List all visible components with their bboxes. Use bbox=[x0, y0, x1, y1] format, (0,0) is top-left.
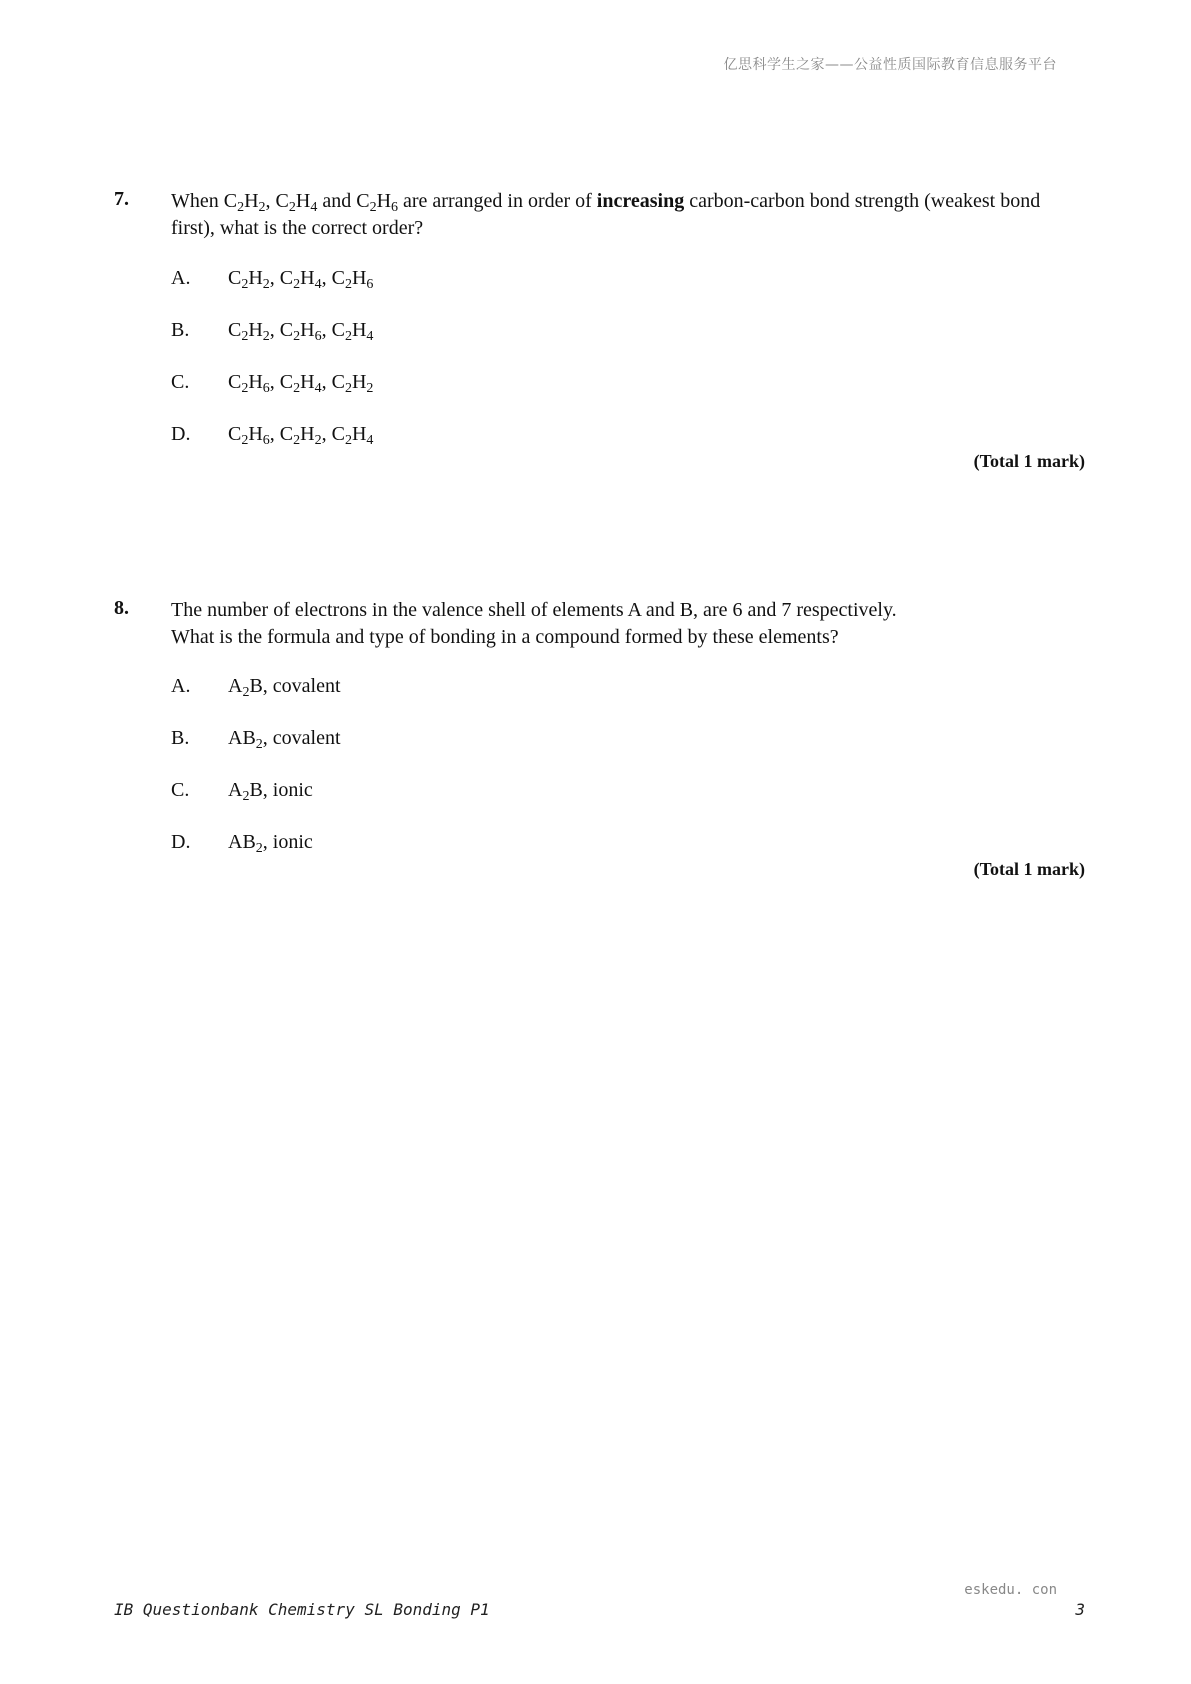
page-number: 3 bbox=[1075, 1600, 1085, 1619]
emphasis-word: increasing bbox=[596, 190, 685, 212]
question-number: 7. bbox=[114, 188, 129, 210]
option-letter: B. bbox=[171, 319, 190, 341]
option-letter: C. bbox=[171, 779, 190, 801]
total-marks: (Total 1 mark) bbox=[973, 859, 1085, 879]
option-letter: A. bbox=[171, 675, 191, 697]
option-letter: C. bbox=[171, 371, 190, 393]
option-text: $C_2H_6$, $C_2H_4$, $C_2H_2$ bbox=[228, 371, 374, 397]
option-text: $C_2H_6$, $C_2H_2$, $C_2H_4$ bbox=[228, 423, 374, 449]
option-text: $C_2H_2$, $C_2H_6$, $C_2H_4$ bbox=[228, 319, 374, 345]
footer-title: IB Questionbank Chemistry SL Bonding P1 bbox=[114, 1600, 490, 1619]
option-letter: D. bbox=[171, 423, 191, 445]
option-text: $A_2B$, covalent bbox=[228, 675, 341, 701]
site-watermark: eskedu. con bbox=[964, 1582, 1057, 1598]
option-letter: A. bbox=[171, 267, 191, 289]
option-text: $AB_2$, covalent bbox=[228, 727, 341, 753]
question-stem: When $C_2H_2$, $C_2H_4$ and $C_2H_6$ are arranged in order of increasing carbon-carbon bond strength (weakest bond first), what is the correct order? bbox=[171, 190, 1041, 239]
option-letter: B. bbox=[171, 727, 190, 749]
question-number: 8. bbox=[114, 597, 129, 619]
question-stem bbox=[171, 597, 1051, 651]
stem-line: The number of electrons in the valence shell of elements A and B, are 6 and 7 respectively. bbox=[171, 599, 897, 621]
header-watermark: 亿思科学生之家——公益性质国际教育信息服务平台 bbox=[723, 57, 1057, 73]
option-text: $C_2H_2$, $C_2H_4$, $C_2H_6$ bbox=[228, 267, 374, 293]
option-text: $AB_2$, ionic bbox=[228, 831, 313, 857]
option-letter: D. bbox=[171, 831, 191, 853]
stem-line: What is the formula and type of bonding in a compound formed by these elements? bbox=[171, 626, 839, 648]
option-text: $A_2B$, ionic bbox=[228, 779, 313, 805]
total-marks: (Total 1 mark) bbox=[973, 451, 1085, 471]
